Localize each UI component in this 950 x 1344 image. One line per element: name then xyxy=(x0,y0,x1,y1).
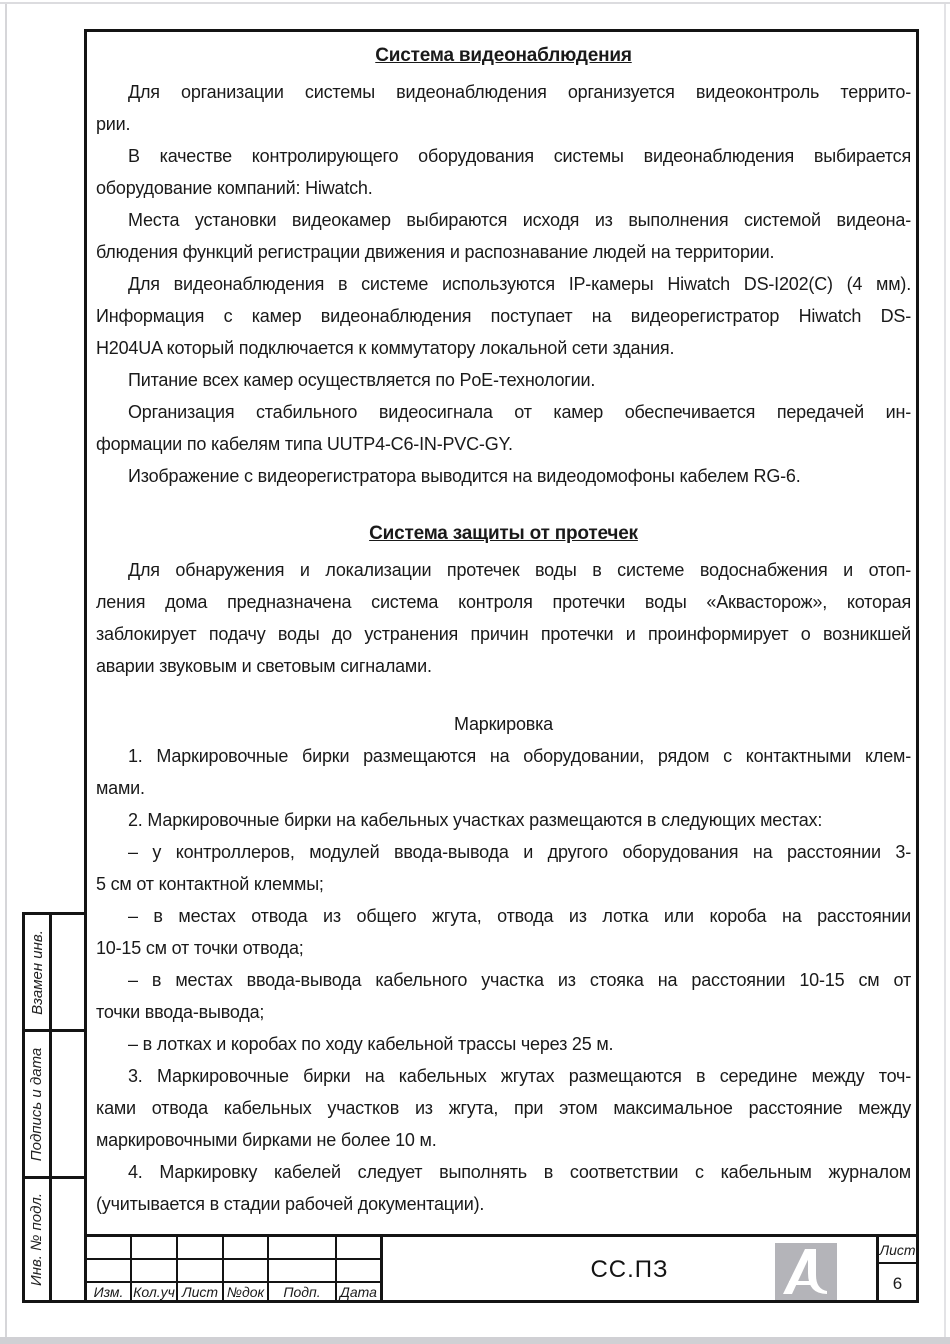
sidebar-cell-podpis xyxy=(25,1032,84,1179)
page-edge-right xyxy=(944,4,946,1344)
doc-code: СС.ПЗ xyxy=(590,1256,669,1283)
page-edge-top xyxy=(0,2,950,4)
text-line: Организация стабильного видеосигнала от камер обеспечивается передачей ин- xyxy=(128,402,911,422)
text-line: В качестве контролирующего оборудования системы видеонаблюдения выбирается xyxy=(128,146,911,166)
sidebar-column xyxy=(22,912,87,1303)
text-line: 2. Маркировочные бирки на кабельных участках размещаются в следующих местах: xyxy=(128,810,823,830)
text-line: маркировочными бирками не более 10 м. xyxy=(96,1130,437,1150)
text-line: 10-15 см от точки отвода; xyxy=(96,938,304,958)
column-label-izm: Изм. xyxy=(93,1284,124,1300)
page-edge-bottom xyxy=(0,1337,950,1344)
text-line: точки ввода-вывода; xyxy=(96,1002,265,1022)
vertical-label: Подпись и дата xyxy=(28,1047,46,1161)
grid-line xyxy=(87,1258,380,1260)
text-line: (учитывается в стадии рабочей документации). xyxy=(96,1194,485,1214)
sidebar-empty-cell xyxy=(52,1179,84,1300)
vertical-label-cell xyxy=(25,1032,52,1176)
text-line: 1. Маркировочные бирки размещаются на оборудовании, рядом с контактными клем- xyxy=(128,746,911,766)
sheet-number: 6 xyxy=(892,1273,903,1293)
text-line: рии. xyxy=(96,114,131,134)
column-label-list: Лист xyxy=(181,1284,219,1300)
text-line: 3. Маркировочные бирки на кабельных жгутах размещаются в середине между точ- xyxy=(128,1066,911,1086)
text-line: Места установки видеокамер выбираются исходя из выполнения системой видеона- xyxy=(128,210,911,230)
text-line: блюдения функций регистрации движения и распознавание людей на территории. xyxy=(96,242,775,262)
text-line: – в лотках и коробах по ходу кабельной трассы через 25 м. xyxy=(128,1034,614,1054)
column-label-koluch: Кол.уч xyxy=(133,1284,175,1300)
text-line: Для организации системы видеонаблюдения организуется видеоконтроль террито- xyxy=(128,82,911,102)
text-line: ления дома предназначена система контроля протечки воды «Аквасторож», которая xyxy=(96,592,911,612)
text-line: мами. xyxy=(96,778,145,798)
document-body xyxy=(96,40,911,1220)
sub-heading: Маркировка xyxy=(453,714,553,734)
text-line: оборудование компаний: Hiwatch. xyxy=(96,178,373,198)
text-line: – в местах отвода из общего жгута, отвода из лотка или короба на расстоянии xyxy=(128,906,911,926)
vertical-label: Взамен инв. xyxy=(28,929,46,1015)
text-line: ками отвода кабельных участков из жгута, при этом максимальное расстояние между xyxy=(96,1098,911,1118)
sheet-label: Лист xyxy=(879,1241,916,1258)
vertical-label: Инв. № подл. xyxy=(28,1192,46,1287)
section-heading: Система защиты от протечек xyxy=(369,523,638,544)
title-block xyxy=(87,1234,916,1303)
text-line: Для обнаружения и локализации протечек воды в системе водоснабжения и отоп- xyxy=(128,560,911,580)
column-label-data: Дата xyxy=(340,1284,377,1300)
page-edge-left xyxy=(5,4,7,1344)
sidebar-cell-vzamen xyxy=(25,915,84,1032)
text-line: – в местах ввода-вывода кабельного участка из стояка на расстоянии 10-15 см от xyxy=(128,970,911,990)
text-line: Изображение с видеорегистратора выводится на видеодомофоны кабелем RG-6. xyxy=(128,466,801,486)
sidebar-cell-inv xyxy=(25,1179,84,1300)
text-line: Питание всех камер осуществляется по PoE-технологии. xyxy=(128,370,596,390)
company-logo xyxy=(775,1243,837,1300)
text-line: – у контроллеров, модулей ввода-вывода и другого оборудования на расстоянии 3- xyxy=(128,842,911,862)
al-logo-icon xyxy=(775,1243,837,1300)
text-line: 5 см от контактной клеммы; xyxy=(96,874,324,894)
text-line: формации по кабелям типа UUTP4-C6-IN-PVC-GY. xyxy=(96,434,513,454)
section-heading: Система видеонаблюдения xyxy=(375,45,632,66)
text-line: Для видеонаблюдения в системе используются IP-камеры Hiwatch DS-I202(C) (4 мм). xyxy=(128,274,911,294)
sidebar-empty-cell xyxy=(52,915,84,1029)
column-label-nodok: №док xyxy=(226,1284,265,1300)
text-line: Информация с камер видеонаблюдения поступает на видеорегистратор Hiwatch DS- xyxy=(96,306,911,326)
vertical-label-cell xyxy=(25,915,52,1029)
text-line: заблокирует подачу воды до устранения причин протечки и проинформирует о возникшей xyxy=(96,624,911,644)
text-line: 4. Маркировку кабелей следует выполнять в соответствии с кабельным журналом xyxy=(128,1162,911,1182)
text-line: аварии звуковым и световым сигналами. xyxy=(96,656,432,676)
vertical-label-cell xyxy=(25,1179,52,1300)
text-line: H204UA который подключается к коммутатору локальной сети здания. xyxy=(96,338,675,358)
column-label-podp: Подп. xyxy=(283,1284,321,1300)
sidebar-empty-cell xyxy=(52,1032,84,1176)
